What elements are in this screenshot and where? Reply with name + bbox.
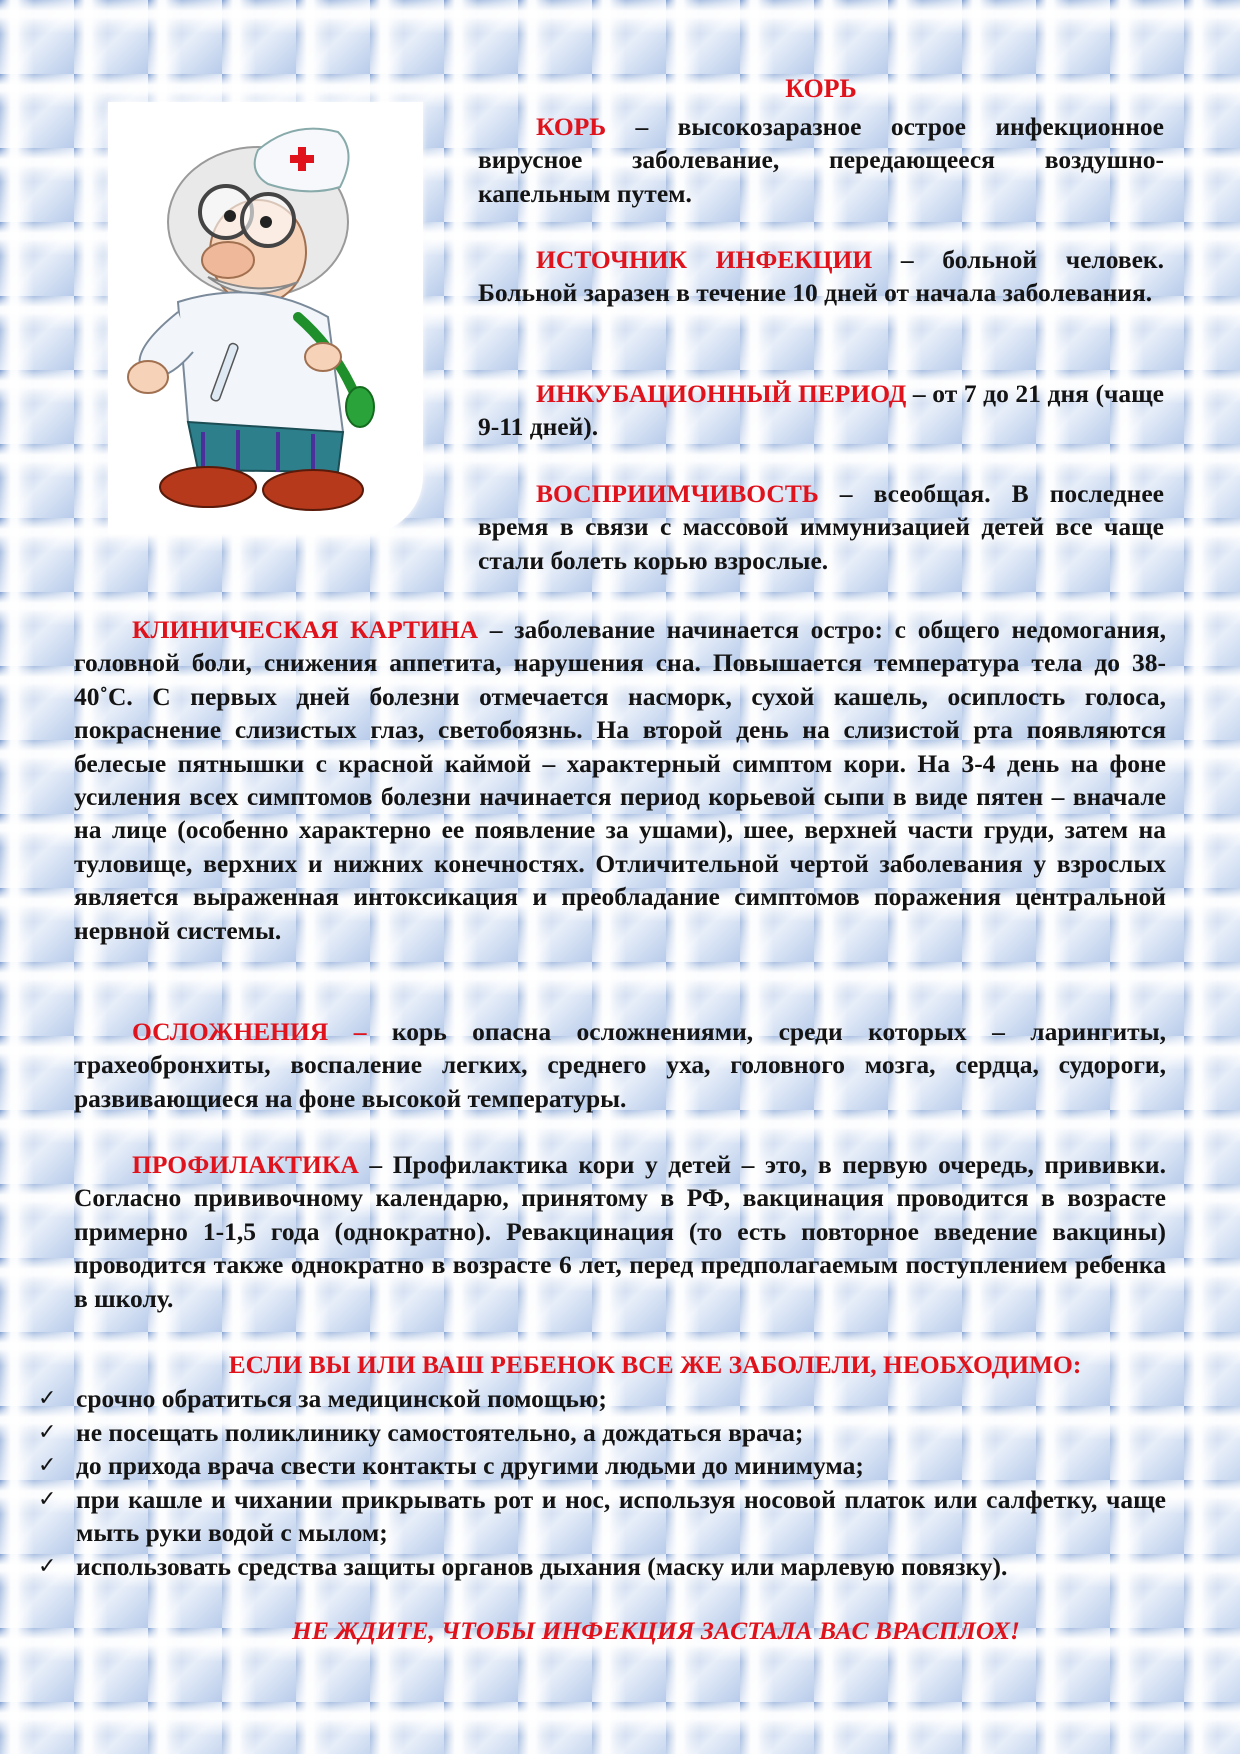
list-item: ✓ не посещать поликлинику самостоятельно, а дождаться врача; [38, 1416, 1166, 1450]
incubation-paragraph [478, 377, 1164, 444]
source-paragraph [478, 243, 1164, 310]
check-icon: ✓ [38, 1419, 57, 1445]
check-icon: ✓ [38, 1453, 57, 1479]
intro-paragraph [478, 110, 1164, 210]
check-icon: ✓ [38, 1486, 57, 1512]
incubation-text: – от 7 до 21 дня (чаще 9-11 дней). [478, 379, 1164, 442]
complications-paragraph [74, 1015, 1166, 1115]
actions-list [38, 1382, 1166, 1584]
intro-text: – высокозаразное острое инфекционное вирусное заболевание, передающееся воздушно-капельным путем. [478, 112, 1164, 208]
susceptibility-term: ВОСПРИИМЧИВОСТЬ [536, 479, 819, 508]
prevention-term: ПРОФИЛАКТИКА [132, 1150, 359, 1179]
source-text: – больной человек. Больной заразен в течение 10 дней от начала заболевания. [478, 245, 1164, 308]
list-item: ✓ использовать средства защиты органов дыхания (маску или марлевую повязку). [38, 1550, 1166, 1584]
prevention-text: – Профилактика кори у детей – это, в первую очередь, прививки. Согласно прививочному календарю, принятому в РФ, вакцинация проводится в возрасте примерно 1-1,5 года (однократно). Ревакцинация (то есть повторное введение вакцины) проводится также однократно в возрасте 6 лет, перед предполагаемым поступлением ребенка в школу. [74, 1150, 1166, 1313]
incubation-term: ИНКУБАЦИОННЫЙ ПЕРИОД [536, 379, 907, 408]
complications-text: корь опасна осложнениями, среди которых – ларингиты, трахеобронхиты, воспаление легких, среднего уха, головного мозга, сердца, судороги, развивающиеся на фоне высокой температуры. [74, 1017, 1166, 1113]
susceptibility-paragraph [478, 477, 1164, 577]
check-icon: ✓ [38, 1386, 57, 1411]
clinical-term: КЛИНИЧЕСКАЯ КАРТИНА [132, 615, 479, 644]
prevention-paragraph [74, 1148, 1166, 1315]
page-title: КОРЬ [785, 74, 857, 103]
check-icon: ✓ [38, 1553, 57, 1579]
doctor-cartoon-icon [108, 102, 423, 534]
list-item: ✓ при кашле и чихании прикрывать рот и нос, используя носовой платок или салфетку, чаще мыть руки водой с мылом; [38, 1483, 1166, 1550]
clinical-text: – заболевание начинается остро: с общего недомогания, головной боли, снижения аппетита, нарушения сна. Повышается температура тела до 38-40˚С. С первых дней болезни отмечается насморк, сухой кашель, осиплость голоса, покраснение слизистых глаз, светобоязнь. На второй день на слизистой рта появляются белесые пятнышки с красной каймой – характерный симптом кори. На 3-4 день на фоне усиления всех симптомов болезни начинается период корьевой сыпи в виде пятен – вначале на лице (особенно характерно ее появление за ушами), шее, верхней части груди, затем на туловище, верхних и нижних конечностях. Отличительной чертой заболевания у взрослых является выраженная интоксикация и преобладание симптомов поражения центральной нервной системы. [74, 615, 1167, 945]
doctor-illustration [108, 102, 423, 534]
actions-heading: ЕСЛИ ВЫ ИЛИ ВАШ РЕБЕНОК ВСЕ ЖЕ ЗАБОЛЕЛИ, НЕОБХОДИМО: [228, 1350, 1082, 1379]
intro-term: КОРЬ [536, 112, 607, 141]
list-item: ✓ срочно обратиться за медицинской помощью; [38, 1382, 1166, 1416]
complications-term: ОСЛОЖНЕНИЯ – [132, 1017, 367, 1046]
footer-slogan: НЕ ЖДИТЕ, ЧТОБЫ ИНФЕКЦИЯ ЗАСТАЛА ВАС ВРАСПЛОХ! [292, 1616, 1020, 1645]
list-item: ✓ до прихода врача свести контакты с другими людьми до минимума; [38, 1449, 1166, 1483]
clinical-paragraph [74, 613, 1166, 947]
susceptibility-text: – всеобщая. В последнее время в связи с массовой иммунизацией детей все чаще стали болеть корью взрослые. [478, 479, 1164, 575]
source-term: ИСТОЧНИК ИНФЕКЦИИ [536, 245, 873, 274]
